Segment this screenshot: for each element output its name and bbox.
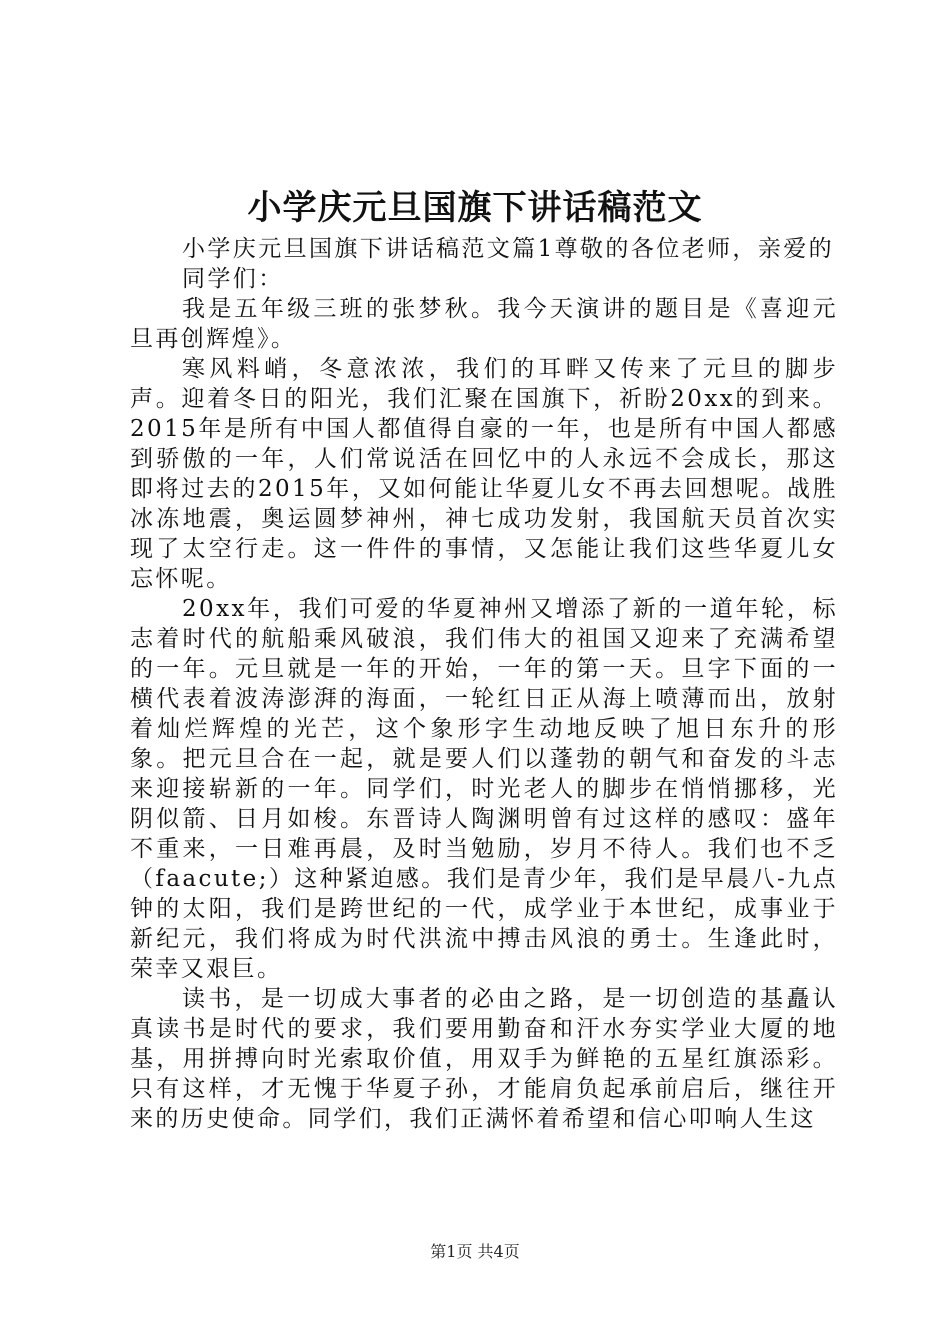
paragraph-new-year: 20xx年，我们可爱的华夏神州又增添了新的一道年轮，标志着时代的航船乘风破浪，我们伟大的祖国又迎来了充满希望的一年。元旦就是一年的开始，一年的第一天。旦字下面的一横代表着波涛澎湃的海面，一轮红日正从海上喷薄而出，放射着灿烂辉煌的光芒，这个象形字生动地反映了旭日东升的形象。把元旦合在一起，就是要人们以蓬勃的朝气和奋发的斗志来迎接崭新的一年。同学们，时光老人的脚步在悄悄挪移，光阴似箭、日月如梭。东晋诗人陶渊明曾有过这样的感叹：盛年不重来，一日难再晨，及时当勉励，岁月不待人。我们也不乏（faacute;）这种紧迫感。我们是青少年，我们是早晨八-九点钟的太阳，我们是跨世纪的一代，成学业于本世纪，成事业于新纪元，我们将成为时代洪流中搏击风浪的勇士。生逢此时，荣幸又艰巨。 — [130, 596, 838, 982]
paragraph-introduction: 我是五年级三班的张梦秋。我今天演讲的题目是《喜迎元旦再创辉煌》。 — [130, 296, 838, 352]
paragraph-reading: 读书，是一切成大事者的必由之路，是一切创造的基矗认真读书是时代的要求，我们要用勤奋和汗水夯实学业大厦的地基，用拼搏向时光索取价值，用双手为鲜艳的五星红旗添彩。只有这样，才无愧于华夏子孙，才能肩负起承前启后，继往开来的历史使命。同学们，我们正满怀着希望和信心叩响人生这 — [130, 986, 838, 1132]
document-title: 小学庆元旦国旗下讲话稿范文 — [247, 188, 703, 228]
document-body — [130, 234, 838, 1134]
paragraph-opening: 小学庆元旦国旗下讲话稿范文篇1尊敬的各位老师，亲爱的 — [182, 236, 835, 262]
page-footer: 第1页 共4页 — [430, 1242, 520, 1261]
paragraph-winter: 寒风料峭，冬意浓浓，我们的耳畔又传来了元旦的脚步声。迎着冬日的阳光，我们汇聚在国旗下，祈盼20xx的到来。2015年是所有中国人都值得自豪的一年，也是所有中国人都感到骄傲的一年，人们常说活在回忆中的人永远不会成长，那这即将过去的2015年，又如何能让华夏儿女不再去回想呢。战胜冰冻地震，奥运圆梦神州，神七成功发射，我国航天员首次实现了太空行走。这一件件的事情，又怎能让我们这些华夏儿女忘怀呢。 — [130, 356, 838, 592]
paragraph-salutation: 同学们： — [182, 266, 284, 292]
